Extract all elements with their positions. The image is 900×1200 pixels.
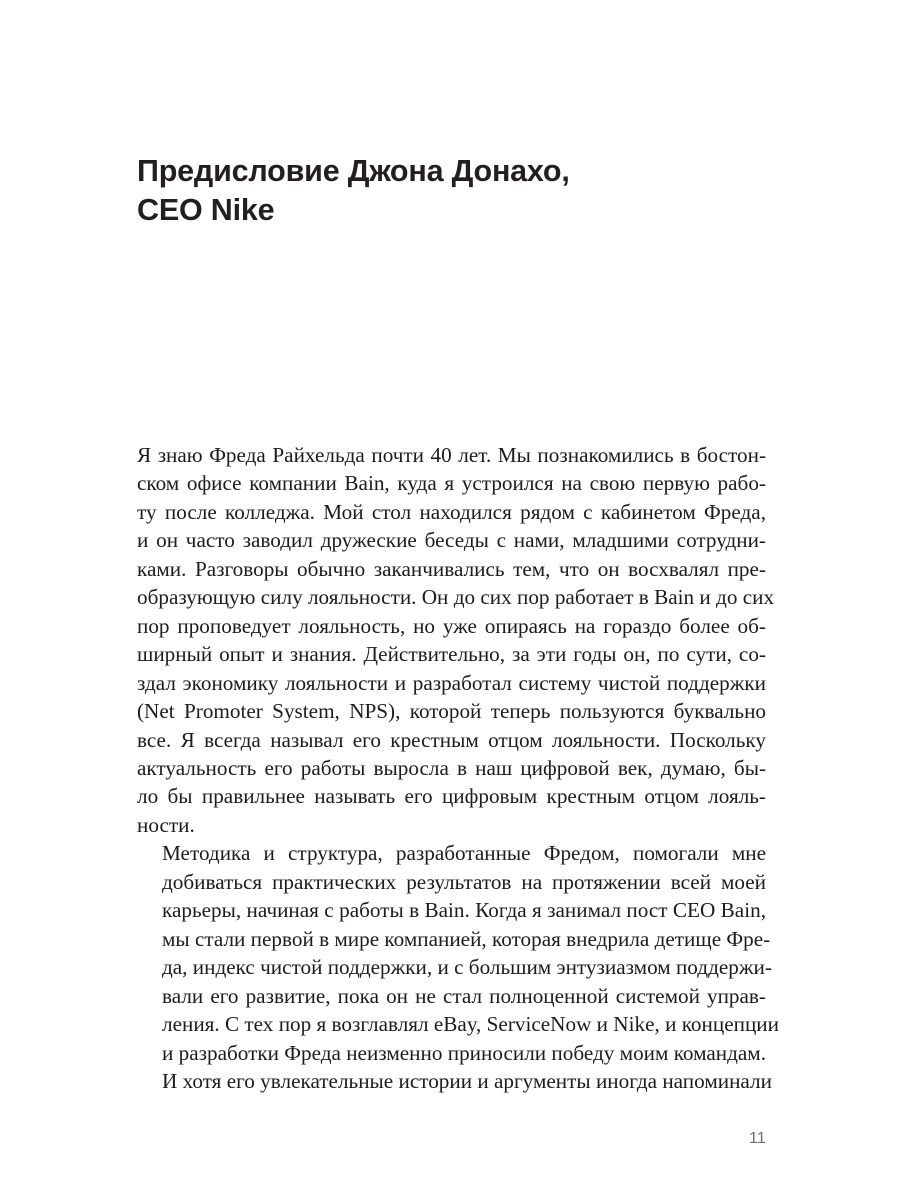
text-line: добиваться практических результатов на протяжении всей моей	[162, 869, 766, 894]
paragraph-1	[137, 441, 775, 839]
text-line: ском офисе компании Bain, куда я устроился на свою первую рабо-	[137, 471, 766, 496]
text-line: да, индекс чистой поддержки, и с большим энтузиазмом поддержи-	[162, 955, 772, 980]
paragraph-2	[137, 839, 779, 1095]
text-line: ло бы правильнее называть его цифровым крестным отцом лояль-	[137, 784, 766, 809]
text-line: актуальность его работы выросла в наш цифровой век, думаю, бы-	[137, 755, 766, 780]
text-line: карьеры, начиная с работы в Bain. Когда я занимал пост CEO Bain,	[162, 898, 766, 923]
text-line: ширный опыт и знания. Действительно, за эти годы он, по сути, со-	[137, 642, 766, 667]
text-line: ками. Разговоры обычно заканчивались тем, что он восхвалял пре-	[137, 556, 766, 581]
text-line: мы стали первой в мире компанией, которая внедрила детище Фре-	[162, 926, 771, 951]
text-line: Я знаю Фреда Райхельда почти 40 лет. Мы познакомились в бостон-	[137, 443, 766, 467]
text-line: ления. С тех пор я возглавлял eBay, ServiceNow и Nike, и концепции	[162, 1012, 779, 1037]
text-line: и разработки Фреда неизменно приносили победу моим командам.	[162, 1040, 767, 1065]
text-line: вали его развитие, пока он не стал полноценной системой управ-	[162, 983, 766, 1008]
text-line: И хотя его увлекательные истории и аргументы иногда напоминали	[162, 1068, 772, 1093]
page-number: 11	[748, 1130, 766, 1147]
text-line: пор проповедует лояльность, но уже опираясь на гораздо более об-	[137, 613, 766, 638]
text-line: образующую силу лояльности. Он до сих пор работает в Bain и до сих	[137, 585, 775, 610]
text-line: и он часто заводил дружеские беседы с нами, младшими сотрудни-	[137, 528, 766, 553]
page-title-line-2: CEO Nike	[137, 193, 275, 227]
page-title-line-1: Предисловие Джона Донахо,	[137, 154, 570, 188]
text-line: все. Я всегда называл его крестным отцом лояльности. Поскольку	[137, 727, 766, 752]
text-line: (Net Promoter System, NPS), которой теперь пользуются буквально	[137, 699, 766, 724]
text-line: ту после колледжа. Мой стол находился рядом с кабинетом Фреда,	[137, 499, 766, 524]
text-line: Методика и структура, разработанные Фредом, помогали мне	[162, 841, 766, 866]
text-line: ности.	[137, 812, 195, 837]
page-title	[137, 152, 777, 230]
body-text	[137, 441, 779, 1095]
text-line: здал экономику лояльности и разработал систему чистой поддержки	[137, 670, 766, 695]
